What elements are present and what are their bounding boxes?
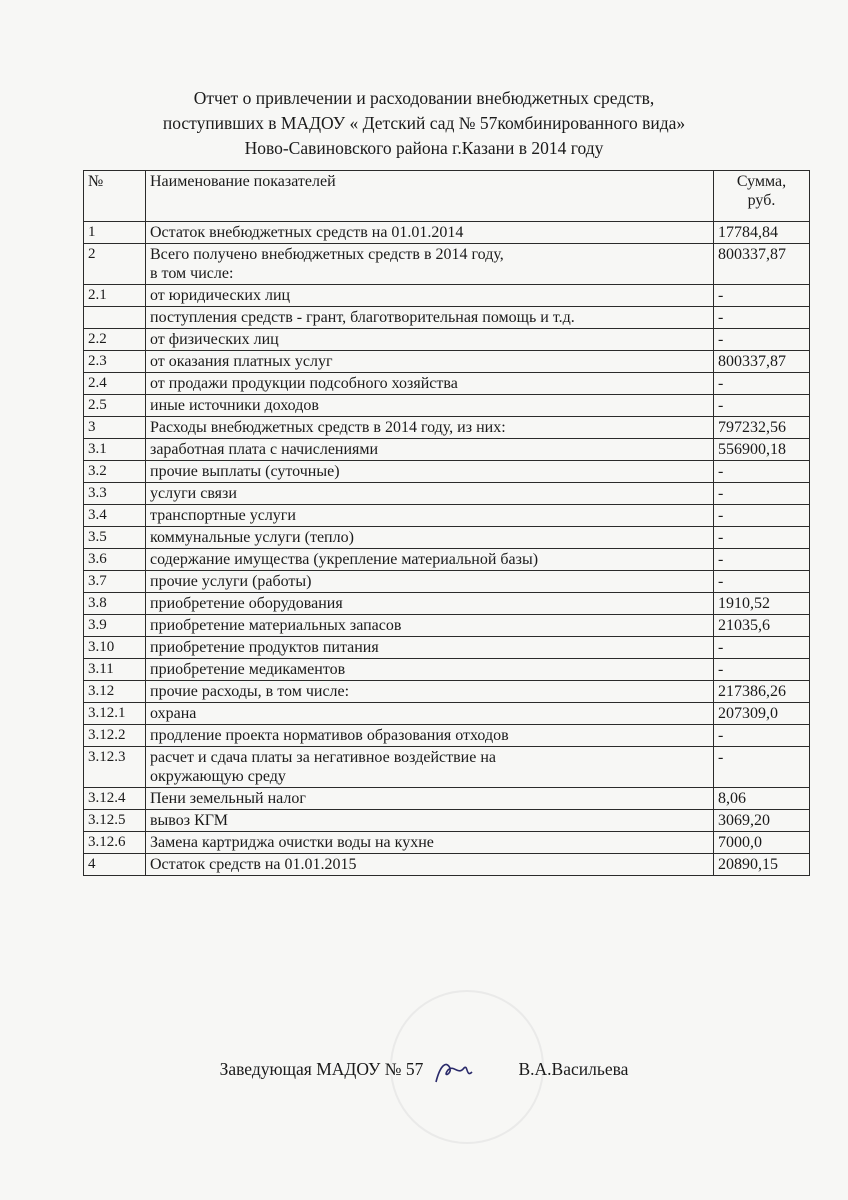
row-amount: 800337,87: [714, 244, 810, 285]
table-row: [84, 222, 810, 244]
row-number: 1: [84, 222, 146, 244]
row-number: 3.4: [84, 505, 146, 527]
table-row: [84, 439, 810, 461]
row-number: 3.12.4: [84, 788, 146, 810]
row-number: 2.2: [84, 329, 146, 351]
row-number: 3.3: [84, 483, 146, 505]
row-indicator-name: прочие услуги (работы): [146, 571, 714, 593]
row-amount: -: [714, 527, 810, 549]
row-number: [84, 307, 146, 329]
signer-position: Заведующая МАДОУ № 57: [219, 1059, 424, 1080]
row-amount: -: [714, 505, 810, 527]
table-row: [84, 725, 810, 747]
row-amount: 17784,84: [714, 222, 810, 244]
row-amount: 556900,18: [714, 439, 810, 461]
row-number: 3.2: [84, 461, 146, 483]
row-indicator-name: Расходы внебюджетных средств в 2014 году, из них:: [146, 417, 714, 439]
row-amount: 21035,6: [714, 615, 810, 637]
row-number: 3.9: [84, 615, 146, 637]
row-indicator-name: приобретение продуктов питания: [146, 637, 714, 659]
table-row: [84, 703, 810, 725]
table-row: [84, 329, 810, 351]
signer-name: В.А.Васильева: [518, 1059, 629, 1080]
row-number: 2.1: [84, 285, 146, 307]
table-row: [84, 854, 810, 876]
row-indicator-name: от физических лиц: [146, 329, 714, 351]
title-line-1: Отчет о привлечении и расходовании внебюджетных средств,: [193, 88, 655, 108]
signature-block: [0, 1056, 848, 1086]
row-number: 3.12.6: [84, 832, 146, 854]
row-number: 2.4: [84, 373, 146, 395]
row-amount: -: [714, 483, 810, 505]
row-number: 2: [84, 244, 146, 285]
row-number: 4: [84, 854, 146, 876]
table-row: [84, 307, 810, 329]
row-amount: -: [714, 395, 810, 417]
table-row: [84, 659, 810, 681]
row-indicator-name: Замена картриджа очистки воды на кухне: [146, 832, 714, 854]
table-row: [84, 285, 810, 307]
row-amount: 8,06: [714, 788, 810, 810]
report-title: [0, 86, 848, 161]
row-amount: 1910,52: [714, 593, 810, 615]
row-indicator-name: содержание имущества (укрепление материальной базы): [146, 549, 714, 571]
row-indicator-name: Остаток внебюджетных средств на 01.01.2014: [146, 222, 714, 244]
row-number: 3.12.3: [84, 747, 146, 788]
table-row: [84, 244, 810, 285]
row-amount: -: [714, 747, 810, 788]
row-amount: -: [714, 637, 810, 659]
header-sum: Сумма, руб.: [714, 171, 810, 222]
row-number: 3: [84, 417, 146, 439]
row-indicator-name: приобретение материальных запасов: [146, 615, 714, 637]
row-indicator-name: от оказания платных услуг: [146, 351, 714, 373]
table-row: [84, 788, 810, 810]
row-indicator-name: продление проекта нормативов образования отходов: [146, 725, 714, 747]
row-amount: -: [714, 725, 810, 747]
table-row: [84, 571, 810, 593]
row-number: 2.5: [84, 395, 146, 417]
row-number: 3.11: [84, 659, 146, 681]
report-table: [83, 170, 810, 876]
row-amount: 217386,26: [714, 681, 810, 703]
row-number: 3.8: [84, 593, 146, 615]
table-row: [84, 747, 810, 788]
header-name: Наименование показателей: [146, 171, 714, 222]
row-number: 2.3: [84, 351, 146, 373]
table-row: [84, 832, 810, 854]
row-indicator-name: прочие выплаты (суточные): [146, 461, 714, 483]
row-indicator-name: приобретение оборудования: [146, 593, 714, 615]
row-indicator-name: иные источники доходов: [146, 395, 714, 417]
table-row: [84, 351, 810, 373]
row-indicator-name: от продажи продукции подсобного хозяйства: [146, 373, 714, 395]
row-number: 3.1: [84, 439, 146, 461]
row-amount: -: [714, 373, 810, 395]
row-indicator-name: транспортные услуги: [146, 505, 714, 527]
table-row: [84, 505, 810, 527]
row-indicator-name: приобретение медикаментов: [146, 659, 714, 681]
row-amount: -: [714, 549, 810, 571]
table-row: [84, 395, 810, 417]
row-number: 3.12.1: [84, 703, 146, 725]
row-amount: -: [714, 461, 810, 483]
table-row: [84, 483, 810, 505]
row-number: 3.10: [84, 637, 146, 659]
table-row: [84, 527, 810, 549]
row-number: 3.12: [84, 681, 146, 703]
row-number: 3.7: [84, 571, 146, 593]
header-num: №: [84, 171, 146, 222]
row-indicator-name: поступления средств - грант, благотворительная помощь и т.д.: [146, 307, 714, 329]
row-indicator-name: заработная плата с начислениями: [146, 439, 714, 461]
table-row: [84, 637, 810, 659]
row-indicator-name: прочие расходы, в том числе:: [146, 681, 714, 703]
row-amount: 20890,15: [714, 854, 810, 876]
row-amount: 797232,56: [714, 417, 810, 439]
handwritten-signature: [428, 1056, 488, 1086]
row-amount: -: [714, 659, 810, 681]
row-amount: 207309,0: [714, 703, 810, 725]
table-row: [84, 417, 810, 439]
table-row: [84, 810, 810, 832]
row-amount: 7000,0: [714, 832, 810, 854]
row-indicator-name: вывоз КГМ: [146, 810, 714, 832]
row-amount: -: [714, 307, 810, 329]
row-amount: 800337,87: [714, 351, 810, 373]
title-line-2: поступивших в МАДОУ « Детский сад № 57комбинированного вида»: [162, 113, 686, 133]
row-indicator-name: расчет и сдача платы за негативное воздействие на окружающую среду: [146, 747, 714, 788]
table-row: [84, 681, 810, 703]
row-indicator-name: Всего получено внебюджетных средств в 2014 году, в том числе:: [146, 244, 714, 285]
row-indicator-name: Пени земельный налог: [146, 788, 714, 810]
row-indicator-name: услуги связи: [146, 483, 714, 505]
row-indicator-name: охрана: [146, 703, 714, 725]
table-row: [84, 549, 810, 571]
row-number: 3.12.2: [84, 725, 146, 747]
row-amount: -: [714, 329, 810, 351]
row-number: 3.12.5: [84, 810, 146, 832]
row-number: 3.5: [84, 527, 146, 549]
table-row: [84, 461, 810, 483]
title-line-3: Ново-Савиновского района г.Казани в 2014 году: [244, 138, 604, 158]
row-number: 3.6: [84, 549, 146, 571]
row-amount: -: [714, 571, 810, 593]
row-indicator-name: Остаток средств на 01.01.2015: [146, 854, 714, 876]
row-amount: -: [714, 285, 810, 307]
table-header-row: [84, 171, 810, 222]
table-row: [84, 615, 810, 637]
row-indicator-name: коммунальные услуги (тепло): [146, 527, 714, 549]
row-indicator-name: от юридических лиц: [146, 285, 714, 307]
table-row: [84, 593, 810, 615]
row-amount: 3069,20: [714, 810, 810, 832]
table-row: [84, 373, 810, 395]
